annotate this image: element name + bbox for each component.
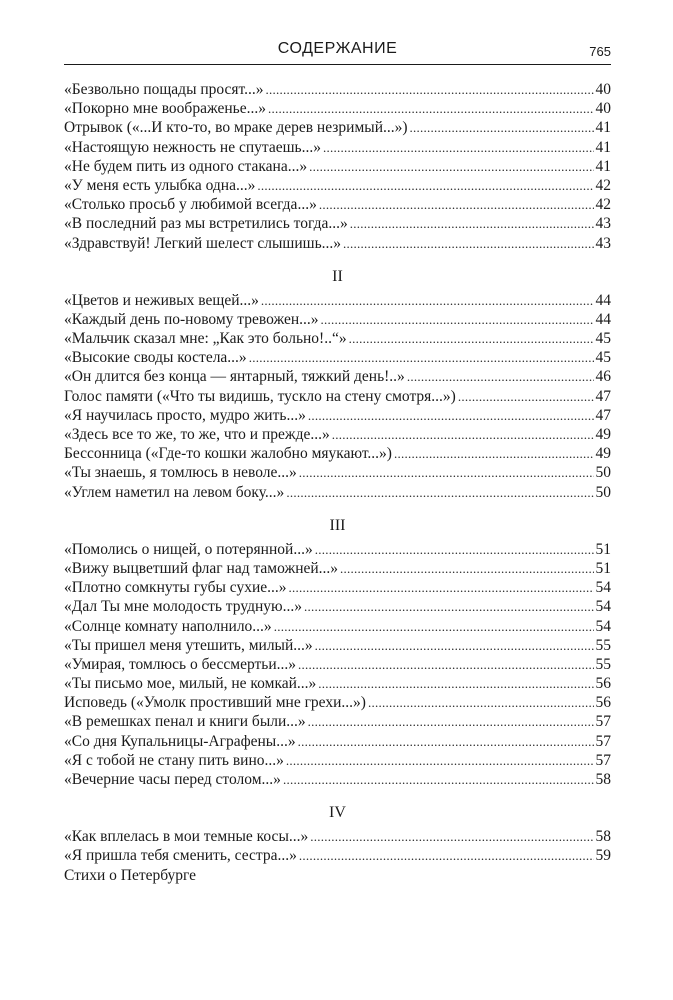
entry-title: «Умирая, томлюсь о бессмертьи...» bbox=[64, 655, 297, 673]
entry-page-number: 50 bbox=[595, 464, 611, 482]
entry-page-number: 51 bbox=[595, 540, 611, 558]
dot-leader bbox=[257, 176, 593, 195]
toc-entry bbox=[64, 80, 611, 99]
dot-leader bbox=[315, 540, 594, 559]
dot-leader bbox=[309, 157, 593, 176]
dot-leader bbox=[308, 712, 594, 731]
toc-section bbox=[64, 803, 611, 885]
dot-leader bbox=[298, 655, 593, 674]
toc-entry bbox=[64, 176, 611, 195]
entry-title: «Высокие своды костела...» bbox=[64, 349, 247, 367]
dot-leader bbox=[349, 329, 594, 348]
entry-title: «Безвольно пощады просят...» bbox=[64, 81, 264, 98]
dot-leader bbox=[323, 138, 594, 157]
dot-leader bbox=[299, 846, 594, 865]
entry-page-number: 54 bbox=[595, 617, 611, 635]
dot-leader bbox=[318, 674, 593, 693]
entry-title: «Вечерние часы перед столом...» bbox=[64, 771, 281, 788]
entry-title: «Покорно мне воображенье...» bbox=[64, 100, 266, 118]
dot-leader bbox=[458, 387, 594, 406]
entry-title: «Он длится без конца — янтарный, тяжкий день!..» bbox=[64, 368, 405, 386]
toc-entry bbox=[64, 387, 611, 406]
dot-leader bbox=[274, 617, 594, 636]
entry-page-number: 56 bbox=[595, 675, 611, 693]
entry-title: Голос памяти («Что ты видишь, тускло на стену смотря...») bbox=[64, 387, 456, 405]
toc-entry bbox=[64, 310, 611, 329]
dot-leader bbox=[299, 463, 594, 482]
section-title: II bbox=[332, 267, 343, 285]
toc-entry bbox=[64, 636, 611, 655]
toc-entry bbox=[64, 578, 611, 597]
entry-title: «Со дня Купальницы-Аграфены...» bbox=[64, 732, 296, 750]
section-title: III bbox=[329, 516, 346, 534]
toc-entry bbox=[64, 483, 611, 502]
dot-leader bbox=[321, 310, 594, 329]
entry-page-number: 47 bbox=[595, 387, 611, 405]
dot-leader bbox=[310, 827, 593, 846]
entry-page-number: 58 bbox=[595, 828, 611, 846]
header-page-number: 765 bbox=[589, 44, 611, 59]
entry-title: «Ты пришел меня утешить, милый...» bbox=[64, 636, 313, 654]
toc-entry bbox=[64, 329, 611, 348]
entry-title: «Помолись о нищей, о потерянной...» bbox=[64, 540, 313, 558]
entry-page-number: 54 bbox=[595, 598, 611, 616]
entry-title: «Столько просьб у любимой всегда...» bbox=[64, 196, 317, 214]
section-title: IV bbox=[329, 804, 346, 822]
entry-title: Стихи о Петербурге bbox=[64, 866, 197, 884]
entry-page-number: 41 bbox=[595, 157, 611, 175]
entry-page-number: 49 bbox=[595, 426, 611, 443]
toc-entry bbox=[64, 291, 611, 310]
entry-page-number: 57 bbox=[595, 713, 611, 731]
entry-page-number: 43 bbox=[595, 215, 611, 233]
dot-leader bbox=[368, 693, 594, 712]
entry-title: «У меня есть улыбка одна...» bbox=[64, 176, 256, 194]
entry-title: «Цветов и неживых вещей...» bbox=[64, 291, 259, 309]
entry-title: «Солнце комнату наполнило...» bbox=[64, 617, 272, 635]
entry-page-number: 57 bbox=[595, 751, 611, 769]
toc-entry bbox=[64, 406, 611, 425]
entry-page-number: 43 bbox=[595, 234, 611, 252]
toc-entry bbox=[64, 655, 611, 674]
entry-title: Отрывок («...И кто-то, во мраке дерев незримый...») bbox=[64, 119, 408, 137]
toc-entry bbox=[64, 712, 611, 731]
entry-page-number: 41 bbox=[595, 138, 611, 156]
entry-title: «Не будем пить из одного стакана...» bbox=[64, 157, 308, 175]
toc-entry bbox=[64, 348, 611, 367]
entry-page-number: 45 bbox=[595, 349, 611, 367]
table-of-contents bbox=[64, 80, 611, 885]
dot-leader bbox=[304, 597, 594, 616]
dot-leader bbox=[407, 367, 594, 386]
toc-entry bbox=[64, 214, 611, 233]
entry-title: «Настоящую нежность не спутаешь...» bbox=[64, 138, 321, 156]
entry-title: «Углем наметил на левом боку...» bbox=[64, 483, 285, 501]
dot-leader bbox=[261, 291, 594, 310]
entry-title: «Я научилась просто, мудро жить...» bbox=[64, 406, 306, 424]
toc-entry bbox=[64, 540, 611, 559]
entry-page-number: 42 bbox=[595, 196, 611, 214]
toc-entry bbox=[64, 463, 611, 482]
toc-entry bbox=[64, 559, 611, 578]
dot-leader bbox=[315, 636, 594, 655]
entry-page-number: 57 bbox=[595, 732, 611, 750]
entry-page-number: 44 bbox=[595, 291, 611, 309]
toc-entry bbox=[64, 425, 611, 444]
entry-page-number: 55 bbox=[595, 636, 611, 654]
entry-title: «Каждый день по-новому тревожен...» bbox=[64, 310, 319, 328]
dot-leader bbox=[350, 214, 594, 233]
toc-entry bbox=[64, 770, 611, 789]
entry-title: Исповедь («Умолк простивший мне грехи...») bbox=[64, 694, 366, 712]
entry-title: «Вижу выцветший флаг над таможней...» bbox=[64, 559, 339, 577]
entry-page-number: 59 bbox=[595, 847, 611, 865]
toc-entry bbox=[64, 827, 611, 846]
entry-page-number: 55 bbox=[595, 655, 611, 673]
dot-leader bbox=[266, 80, 594, 99]
toc-entry bbox=[64, 732, 611, 751]
toc-section bbox=[64, 80, 611, 253]
dot-leader bbox=[319, 195, 594, 214]
entry-title: «Здравствуй! Легкий шелест слышишь...» bbox=[64, 234, 342, 252]
entry-page-number: 47 bbox=[595, 406, 611, 424]
entry-page-number: 44 bbox=[595, 310, 611, 328]
dot-leader bbox=[268, 99, 594, 118]
dot-leader bbox=[283, 770, 594, 789]
entry-title: «Как вплелась в мои темные косы...» bbox=[64, 828, 309, 846]
running-header bbox=[64, 36, 611, 65]
entry-page-number: 54 bbox=[595, 579, 611, 597]
entry-title: «В последний раз мы встретились тогда...» bbox=[64, 215, 348, 233]
toc-entry bbox=[64, 751, 611, 770]
entry-page-number: 49 bbox=[595, 445, 611, 463]
toc-entry bbox=[64, 597, 611, 616]
entry-title: «Ты письмо мое, милый, не комкай...» bbox=[64, 675, 317, 693]
toc-entry bbox=[64, 846, 611, 865]
entry-title: «Я с тобой не стану пить вино...» bbox=[64, 751, 284, 769]
dot-leader bbox=[410, 118, 594, 137]
toc-entry bbox=[64, 99, 611, 118]
entry-page-number: 42 bbox=[595, 176, 611, 194]
entry-page-number: 51 bbox=[595, 559, 611, 577]
dot-leader bbox=[286, 751, 594, 770]
entry-page-number: 58 bbox=[595, 771, 611, 788]
entry-page-number: 41 bbox=[595, 119, 611, 137]
entry-title: «Я пришла тебя сменить, сестра...» bbox=[64, 847, 297, 865]
toc-entry bbox=[64, 367, 611, 386]
toc-section bbox=[64, 516, 611, 789]
dot-leader bbox=[332, 425, 594, 444]
toc-entry bbox=[64, 693, 611, 712]
entry-title: «Ты знаешь, я томлюсь в неволе...» bbox=[64, 464, 297, 482]
toc-entry bbox=[64, 444, 611, 463]
entry-title: «Здесь все то же, то же, что и прежде...» bbox=[64, 426, 330, 443]
entry-page-number: 40 bbox=[595, 100, 611, 118]
entry-title: «В ремешках пенал и книги были...» bbox=[64, 713, 306, 731]
dot-leader bbox=[343, 234, 593, 253]
dot-leader bbox=[340, 559, 593, 578]
dot-leader bbox=[298, 732, 594, 751]
dot-leader bbox=[289, 578, 594, 597]
toc-entry bbox=[64, 234, 611, 253]
toc-entry bbox=[64, 138, 611, 157]
entry-title: «Плотно сомкнуты губы сухие...» bbox=[64, 579, 287, 597]
entry-title: «Мальчик сказал мне: „Как это больно!..“» bbox=[64, 330, 347, 348]
entry-page-number: 56 bbox=[595, 694, 611, 712]
toc-entry bbox=[64, 157, 611, 176]
dot-leader bbox=[394, 444, 594, 463]
entry-title: Бессонница («Где-то кошки жалобно мяукают...») bbox=[64, 445, 392, 463]
entry-title: «Дал Ты мне молодость трудную...» bbox=[64, 598, 302, 616]
entry-page-number: 50 bbox=[595, 483, 611, 501]
dot-leader bbox=[308, 406, 594, 425]
toc-entry bbox=[64, 118, 611, 137]
toc-entry bbox=[64, 617, 611, 636]
entry-page-number: 40 bbox=[595, 81, 611, 98]
toc-entry bbox=[64, 674, 611, 693]
toc-entry bbox=[64, 866, 611, 885]
entry-page-number: 46 bbox=[595, 368, 611, 386]
toc-section bbox=[64, 267, 611, 502]
dot-leader bbox=[286, 483, 593, 502]
header-title: СОДЕРЖАНИЕ bbox=[277, 40, 398, 57]
dot-leader bbox=[249, 348, 594, 367]
entry-page-number: 45 bbox=[595, 330, 611, 348]
toc-entry bbox=[64, 195, 611, 214]
